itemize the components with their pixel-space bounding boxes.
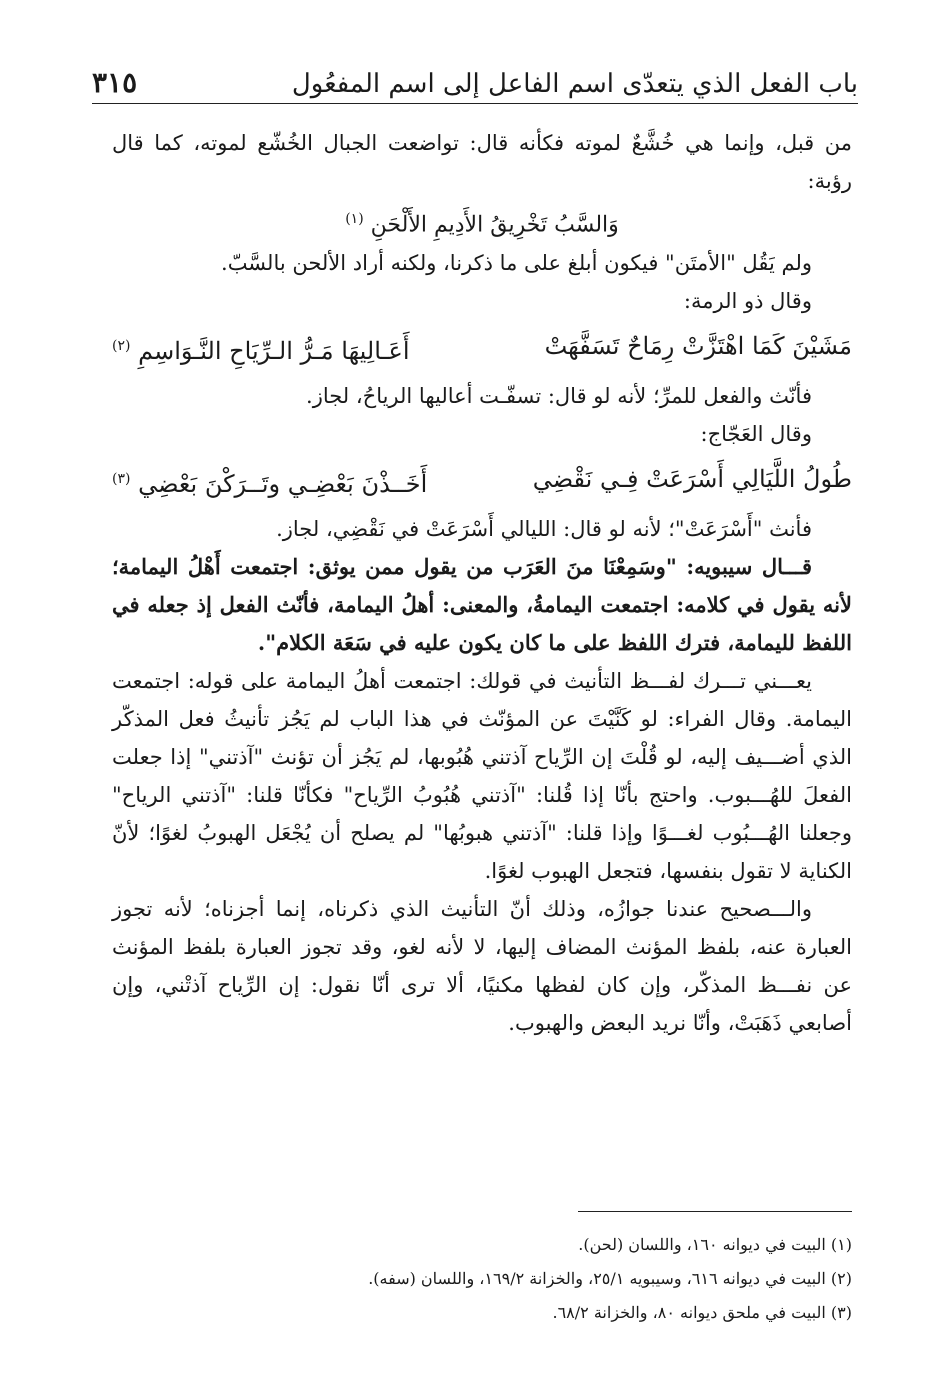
paragraph: يعـــني تـــرك لفـــظ التأنيث في قولك: اجتمعت أهلُ اليمامة على قوله: اجتمعت اليمامة. وقال الفراء: لو كَنَّيْتَ عن المؤنّث في هذا الباب لم يَجُز تأنيثُ فعل المذكّر الذي أضـــيف إليه، لو قُلْتَ إن الرِّياح آذتني هُبُوبها، لم يَجُز أن تؤنث "آذتني" إذا جعلت الفعلَ للهُـــبوب. واحتج بأنّا إذا قُلنا: "آذتني هُبُوبُ الرِّياح" فكأنّا قلنا: "آذتني الرياح" وجعلنا الهُـــبُوب لغـــوًا وإذا قلنا: "آذتني هبوبُها" لم يصلح أن يُجْعَل الهبوبُ لغوًا؛ لأنّ الكناية لا تقول بنفسها، فتجعل الهبوب لغوًا. (112, 669, 852, 884)
paragraph: فأنث "أَسْرَعَتْ"؛ لأنه لو قال: الليالي أَسْرَعَتْ في نَقْضِي، لجاز. (276, 517, 812, 542)
verse-first-hemistich: طُولُ اللَّيَالِي أَسْرَعَتْ فِـي نَقْضِي (532, 465, 852, 494)
paragraph: فأنّث والفعل للمرِّ؛ لأنه لو قال: تسفّـت أعاليها الرياحُ، لجاز. (306, 384, 812, 409)
sibawayh-quote: قـــال سيبويه: "وسَمِعْنَا منَ العَرَب من يقول ممن يوثق: اجتمعت أَهْلُ اليمامة؛ لأنه يقول في كلامه: اجتمعت اليمامةُ، والمعنى: أهلُ اليمامة، فأنّث الفعل إذ جعله في اللفظ لليمامة، فترك اللفظ على ما كان يكون عليه في سَعَة الكلام". (112, 554, 852, 656)
verse-rajaz (112, 200, 852, 244)
footnote: (٣) البيت في ملحق ديوانه ٨٠، والخزانة ٦٨/٢. (552, 1303, 852, 1322)
footnote-divider (578, 1211, 852, 1212)
verse-dhu-al-rumma (112, 324, 852, 373)
paragraph: من قبل، وإنما هي خُشَّعٌ لموته فكأنه قال: تواضعت الجبال الخُشّع لموته، كما قال رؤبة: (112, 131, 852, 193)
footnote-marker: (١) (345, 211, 364, 227)
verse-second-hemistich (112, 457, 427, 506)
verse-text: أَعَـالِيهَا مَـرُّ الـرِّيَاحِ النَّـوَاسِمِ (138, 337, 410, 366)
footnote: (١) البيت في ديوانه ١٦٠، واللسان (لحن). (578, 1235, 852, 1254)
page-number: ٣١٥ (92, 66, 138, 99)
main-text (112, 124, 852, 1042)
verse-text: أَخَــذْنَ بَعْضِـي وتَــرَكْنَ بَعْضِي (138, 470, 428, 499)
paragraph: وقال العَجّاج: (700, 422, 812, 447)
verse-al-ajjaj (112, 457, 852, 506)
running-title: باب الفعل الذي يتعدّى اسم الفاعل إلى اسم المفعُول (291, 69, 858, 99)
footnote-marker: (٣) (112, 471, 131, 488)
footnote-marker: (٢) (112, 338, 131, 355)
verse-second-hemistich (112, 324, 410, 373)
paragraph: ولم يَقُل "الأمتَن" فيكون أبلغ على ما ذكرنا، ولكنه أراد الألحن بالسَّبّ. (221, 251, 812, 276)
page-header (92, 58, 858, 104)
footnote: (٢) البيت في ديوانه ٦١٦، وسيبويه ٢٥/١، والخزانة ١٦٩/٢، واللسان (سفه). (368, 1269, 852, 1288)
paragraph: وقال ذو الرمة: (683, 289, 812, 314)
footnotes (112, 1228, 852, 1330)
verse-text: وَالسَّبُ تَخْرِيقُ الأَدِيمِ الأَلْحَنِ (370, 212, 619, 238)
verse-first-hemistich: مَشَيْنَ كَمَا اهْتَزَّتْ رِمَاحٌ تَسَفَّهَتْ (544, 332, 852, 361)
paragraph: والـــصحيح عندنا جوازُه، وذلك أنّ التأنيث الذي ذكرناه، إنما أجزناه؛ لأنه تجوز العبارة عنه، بلفظ المؤنث المضاف إليها، لا لأنه لغو، وقد تجوز العبارة بلفظ المؤنث عن نفـــظ المذكّر، وإن كان لفظها مكنيًا، ألا ترى أنّا نقول: إن الرِّياح آذتْني، وإن أصابعي ذَهَبَتْ، وأنّا نريد البعض والهبوب. (112, 897, 852, 1036)
